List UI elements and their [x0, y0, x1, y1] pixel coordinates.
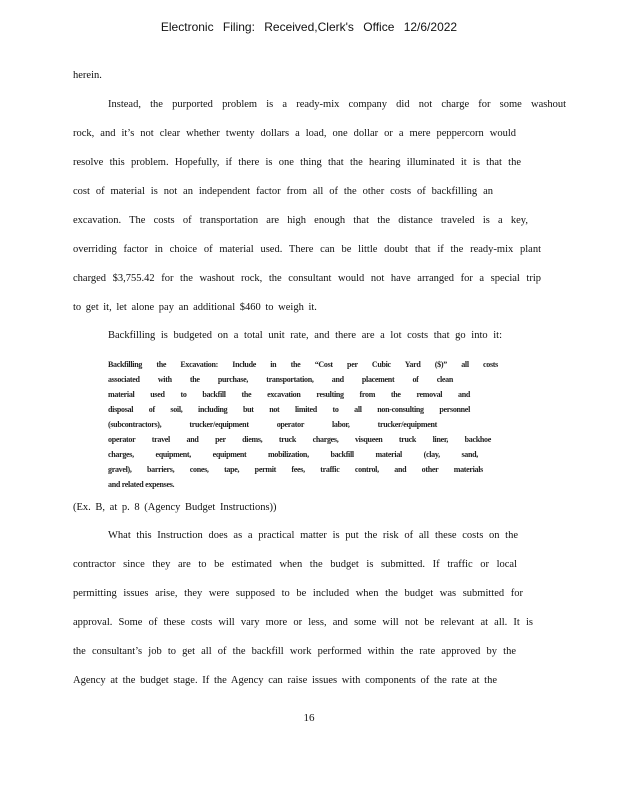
body-line: What this Instruction does as a practical matter is put the risk of all these costs on the — [108, 530, 518, 541]
body-line: resolve this problem. Hopefully, if there is one thing that the hearing illuminated it is that the — [73, 157, 521, 168]
body-line: Agency at the budget stage. If the Agency can raise issues with components of the rate at the — [73, 675, 497, 686]
quote-line: charges, equipment, equipment mobilization, backfill material (clay, sand, — [108, 450, 478, 459]
quote-line: disposal of soil, including but not limited to all non-consulting personnel — [108, 405, 470, 414]
body-line: rock, and it’s not clear whether twenty dollars a load, one dollar or a mere peppercorn would — [73, 128, 516, 139]
page-number: 16 — [303, 712, 315, 724]
body-line: Instead, the purported problem is a ready-mix company did not charge for some washout — [108, 99, 566, 110]
filing-stamp-header: Electronic Filing: Received,Clerk's Office 12/6/2022 — [160, 20, 458, 34]
body-line: overriding factor in choice of material used. There can be little doubt that if the ready-mix plant — [73, 244, 541, 255]
body-line: approval. Some of these costs will vary more or less, and some will not be relevant at all. It is — [73, 617, 533, 628]
body-line: to get it, let alone pay an additional $460 to weigh it. — [73, 302, 317, 313]
quote-line: and related expenses. — [108, 480, 175, 489]
quote-line: Backfilling the Excavation: Include in the “Cost per Cubic Yard ($)” all costs — [108, 360, 498, 369]
citation-text: (Ex. B, at p. 8 (Agency Budget Instructions)) — [73, 502, 277, 513]
body-line: permitting issues arise, they were supposed to be included when the budget was submitted for — [73, 588, 523, 599]
body-line: charged $3,755.42 for the washout rock, the consultant would not have arranged for a special trip — [73, 273, 541, 284]
quote-line: material used to backfill the excavation resulting from the removal and — [108, 390, 470, 399]
body-line: excavation. The costs of transportation are high enough that the distance traveled is a key, — [73, 215, 528, 226]
body-line: cost of material is not an independent factor from all of the other costs of backfilling an — [73, 186, 493, 197]
body-line: the consultant’s job to get all of the backfill work performed within the rate approved by the — [73, 646, 516, 657]
quote-line: operator travel and per diems, truck charges, visqueen truck liner, backhoe — [108, 435, 491, 444]
body-line: contractor since they are to be estimated when the budget is submitted. If traffic or local — [73, 559, 517, 570]
quote-line: gravel), barriers, cones, tape, permit fees, traffic control, and other materials — [108, 465, 483, 474]
quote-line: (subcontractors), trucker/equipment operator labor, trucker/equipment — [108, 420, 437, 429]
quote-line: associated with the purchase, transportation, and placement of clean — [108, 375, 453, 384]
body-line: Backfilling is budgeted on a total unit rate, and there are a lot costs that go into it: — [108, 330, 502, 341]
body-line: herein. — [73, 70, 102, 81]
